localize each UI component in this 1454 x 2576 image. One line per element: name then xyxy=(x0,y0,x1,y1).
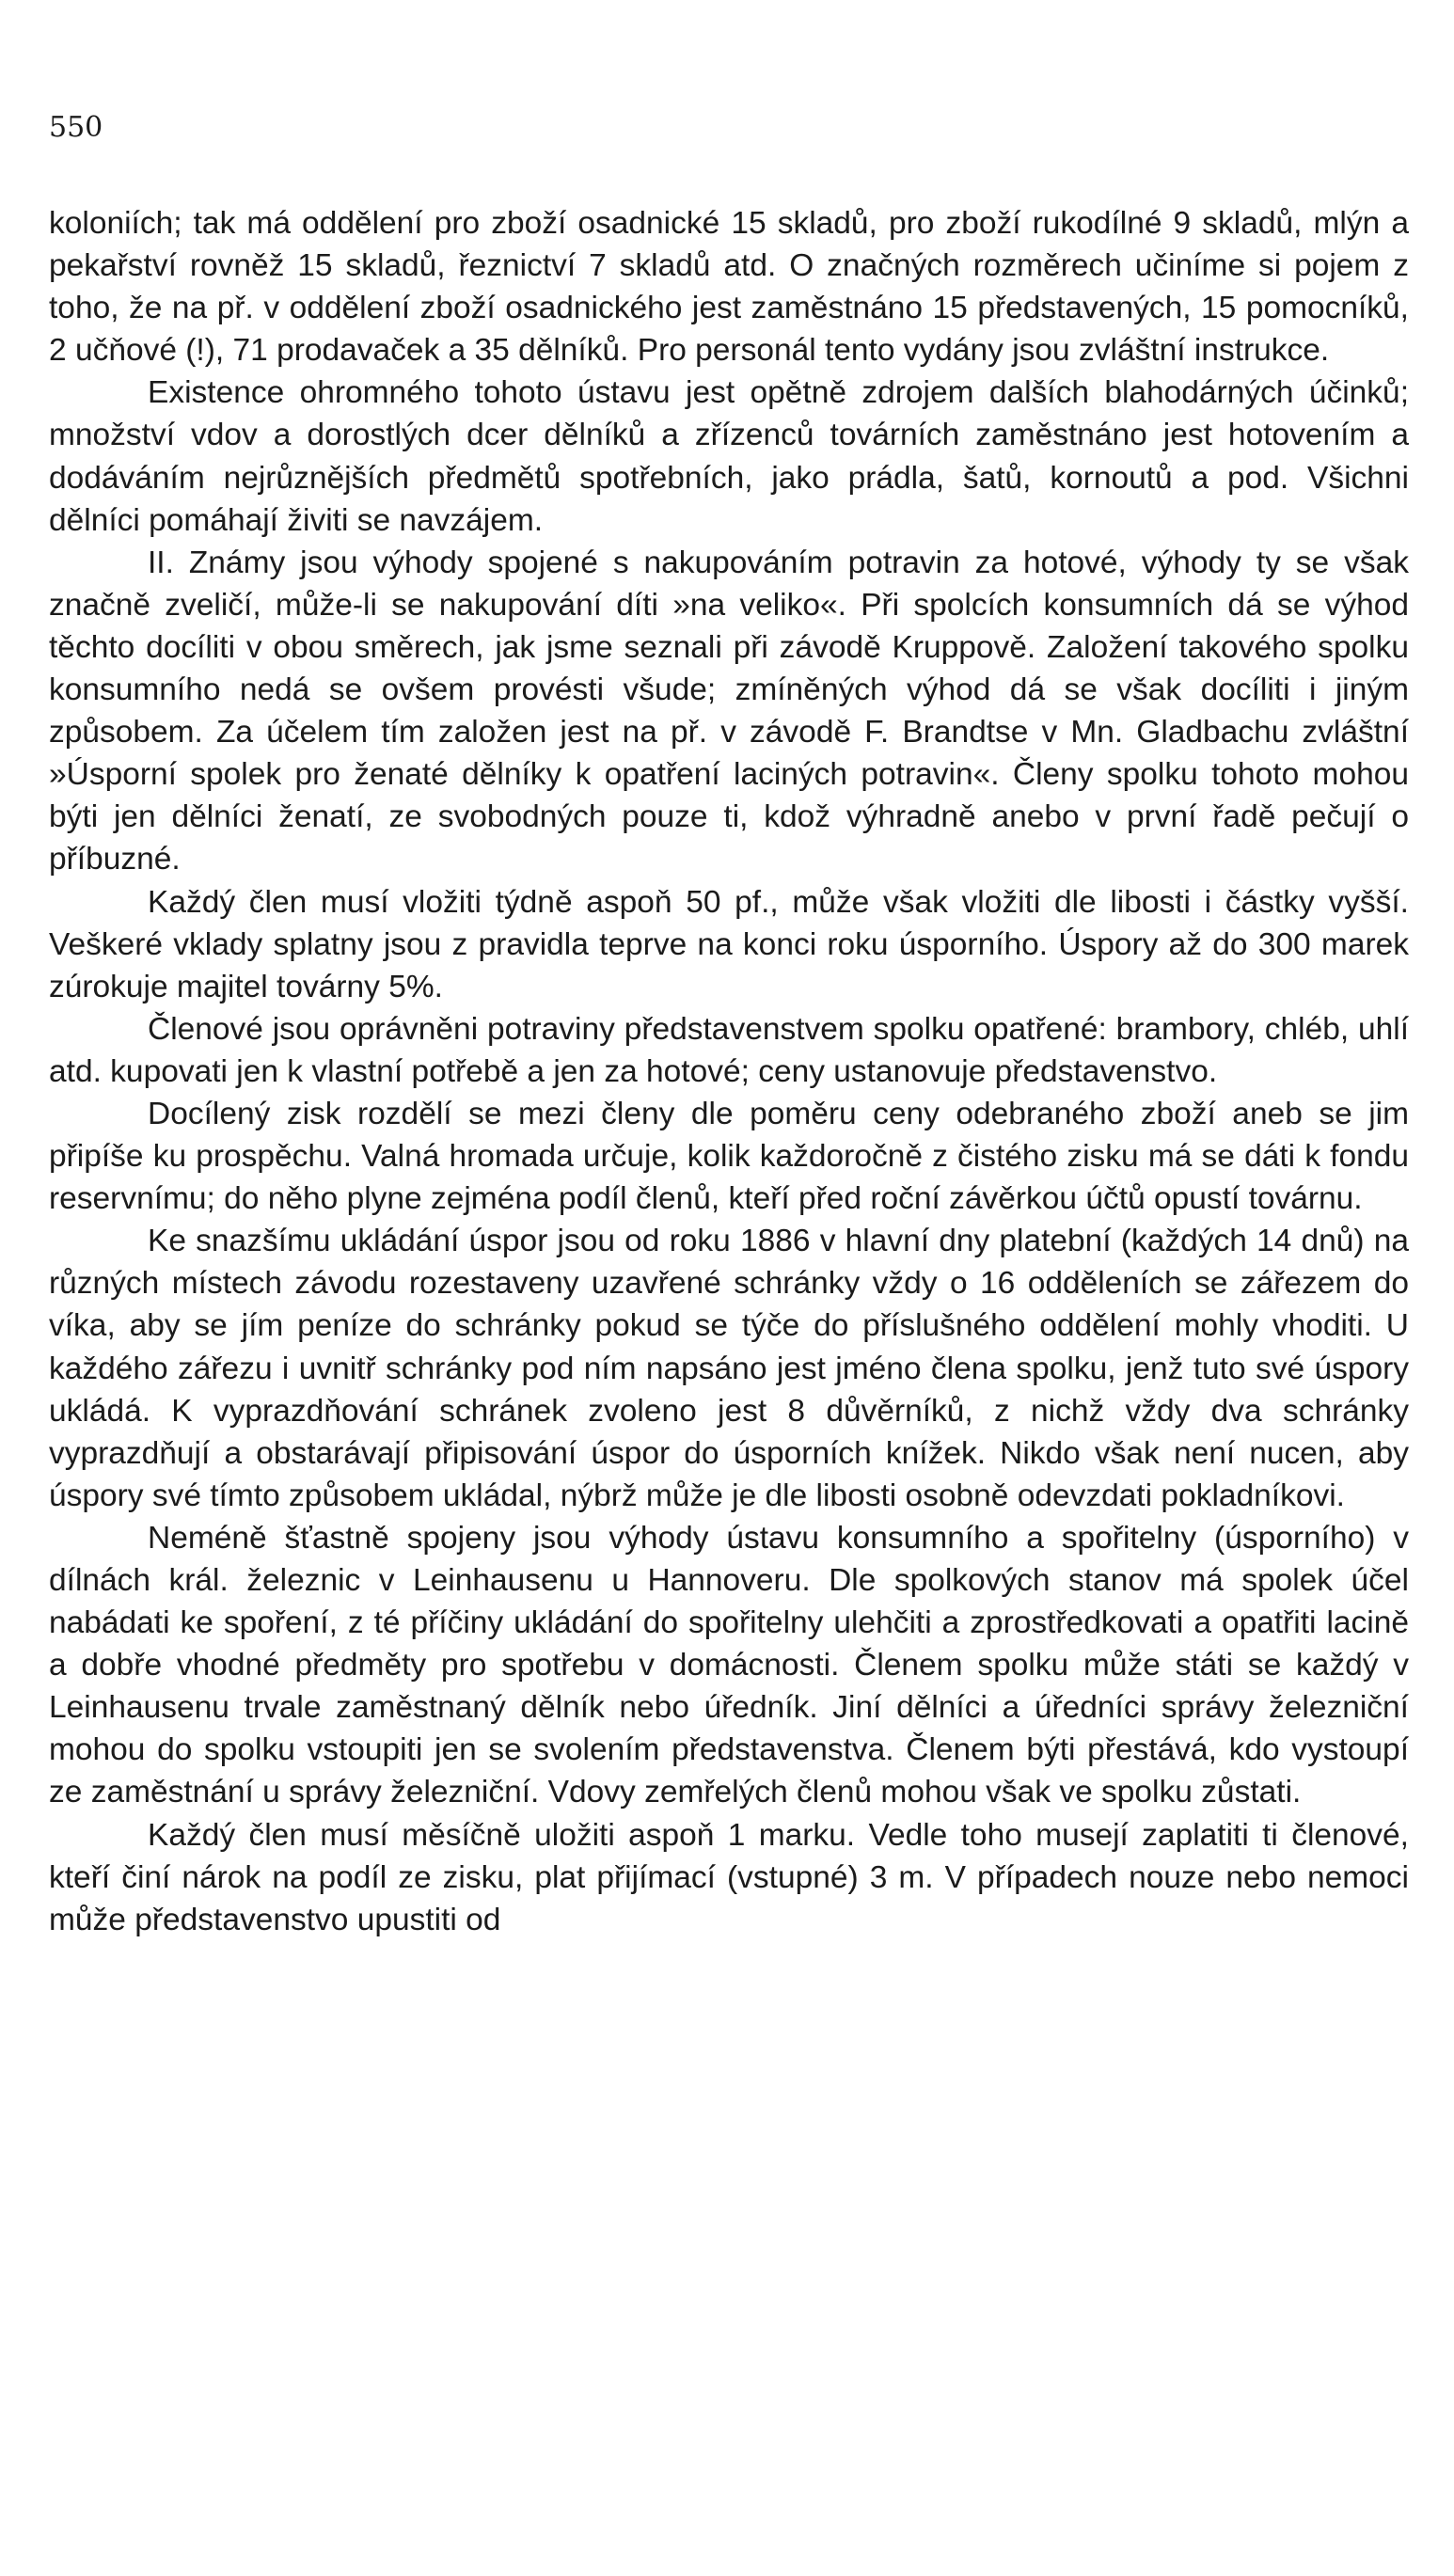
paragraph-1: koloniích; tak má oddělení pro zboží osadnické 15 skladů, pro zboží rukodílné 9 skladů, mlýn a pekařství rovněž 15 skladů, řeznictví 7 skladů atd. O značných rozměrech učiníme si pojem z toho, že na př. v oddělení zboží osadnického jest zaměstnáno 15 představených, 15 pomocníků, 2 učňové (!), 71 prodavaček a 35 dělníků. Pro personál tento vydány jsou zvláštní instrukce. xyxy=(49,206,1409,369)
paragraph-7: Ke snazšímu ukládání úspor jsou od roku 1886 v hlavní dny platební (každých 14 dnů) na různých místech závodu rozestaveny uzavřené schránky vždy o 16 odděleních se zářezem do víka, aby se jím peníze do schránky pokud se týče do příslušného oddělení mohly vhoditi. U každého zářezu i uvnitř schránky pod ním napsáno jest jméno člena spolku, jenž tuto své úspory ukládá. K vyprazdňování schránek zvoleno jest 8 důvěrníků, z nichž vždy dva schránky vyprazdňují a obstarávají připisování úspor do úsporních knížek. Nikdo však není nucen, aby úspory své tímto způsobem ukládal, nýbrž může je dle libosti osobně odevzdati pokladníkovi. xyxy=(49,1224,1409,1513)
paragraph-3: II. Známy jsou výhody spojené s nakupováním potravin za hotové, výhody ty se však značně zveličí, může-li se nakupování díti »na veliko«. Při spolcích konsumních dá se výhod těchto docíliti v obou směrech, jak jsme seznali při závodě Kruppově. Založení takového spolku konsumního nedá se ovšem provésti všude; zmíněných výhod dá se však docíliti i jiným způsobem. Za účelem tím založen jest na př. v závodě F. Brandtse v Mn. Gladbachu zvláštní »Úsporní spolek pro ženaté dělníky k opatření laciných potravin«. Členy spolku tohoto mohou býti jen dělníci ženatí, ze svobodných pouze ti, kdož výhradně anebo v první řadě pečují o příbuzné. xyxy=(49,545,1409,877)
paragraph-6: Docílený zisk rozdělí se mezi členy dle poměru ceny odebraného zboží aneb se jim připíše ku prospěchu. Valná hromada určuje, kolik každoročně z čistého zisku má se dáti k fondu reservnímu; do něho plyne zejména podíl členů, kteří před roční závěrkou účtů opustí továrnu. xyxy=(49,1096,1409,1217)
paragraph-2: Existence ohromného tohoto ústavu jest opětně zdrojem dalších blahodárných účinků; množství vdov a dorostlých dcer dělníků a zřízenců továrních zaměstnáno jest hotovením a dodáváním nejrůznějších předmětů spotřebních, jako prádla, šatů, kornoutů a pod. Všichni dělníci pomáhají živiti se navzájem. xyxy=(49,375,1409,538)
page-number: 550 xyxy=(49,111,103,144)
paragraph-4: Každý člen musí vložiti týdně aspoň 50 pf., může však vložiti dle libosti i částky vyšší. Veškeré vklady splatny jsou z pravidla teprve na konci roku úsporního. Úspory až do 300 marek zúrokuje majitel továrny 5%. xyxy=(49,884,1409,1004)
text-body xyxy=(49,202,1409,1941)
paragraph-5: Členové jsou oprávněni potraviny představenstvem spolku opatřené: brambory, chléb, uhlí atd. kupovati jen k vlastní potřebě a jen za hotové; ceny ustanovuje představenstvo. xyxy=(49,1011,1409,1089)
paragraph-8: Neméně šťastně spojeny jsou výhody ústavu konsumního a spořitelny (úsporního) v dílnách král. železnic v Leinhausenu u Hannoveru. Dle spolkových stanov má spolek účel nabádati ke spoření, z té příčiny ukládání do spořitelny ulehčiti a zprostředkovati a opatřiti lacině a dobře vhodné předměty pro spotřebu v domácnosti. Členem spolku může státi se každý v Leinhausenu trvale zaměstnaný dělník nebo úředník. Jiní dělníci a úředníci správy železniční mohou do spolku vstoupiti jen se svolením představenstva. Členem býti přestává, kdo vystoupí ze zaměstnání u správy železniční. Vdovy zemřelých členů mohou však ve spolku zůstati. xyxy=(49,1520,1409,1810)
paragraph-9: Každý člen musí měsíčně uložiti aspoň 1 marku. Vedle toho musejí zaplatiti ti členové, kteří činí nárok na podíl ze zisku, plat přijímací (vstupné) 3 m. V případech nouze nebo nemoci může představenstvo upustiti od xyxy=(49,1817,1409,1937)
